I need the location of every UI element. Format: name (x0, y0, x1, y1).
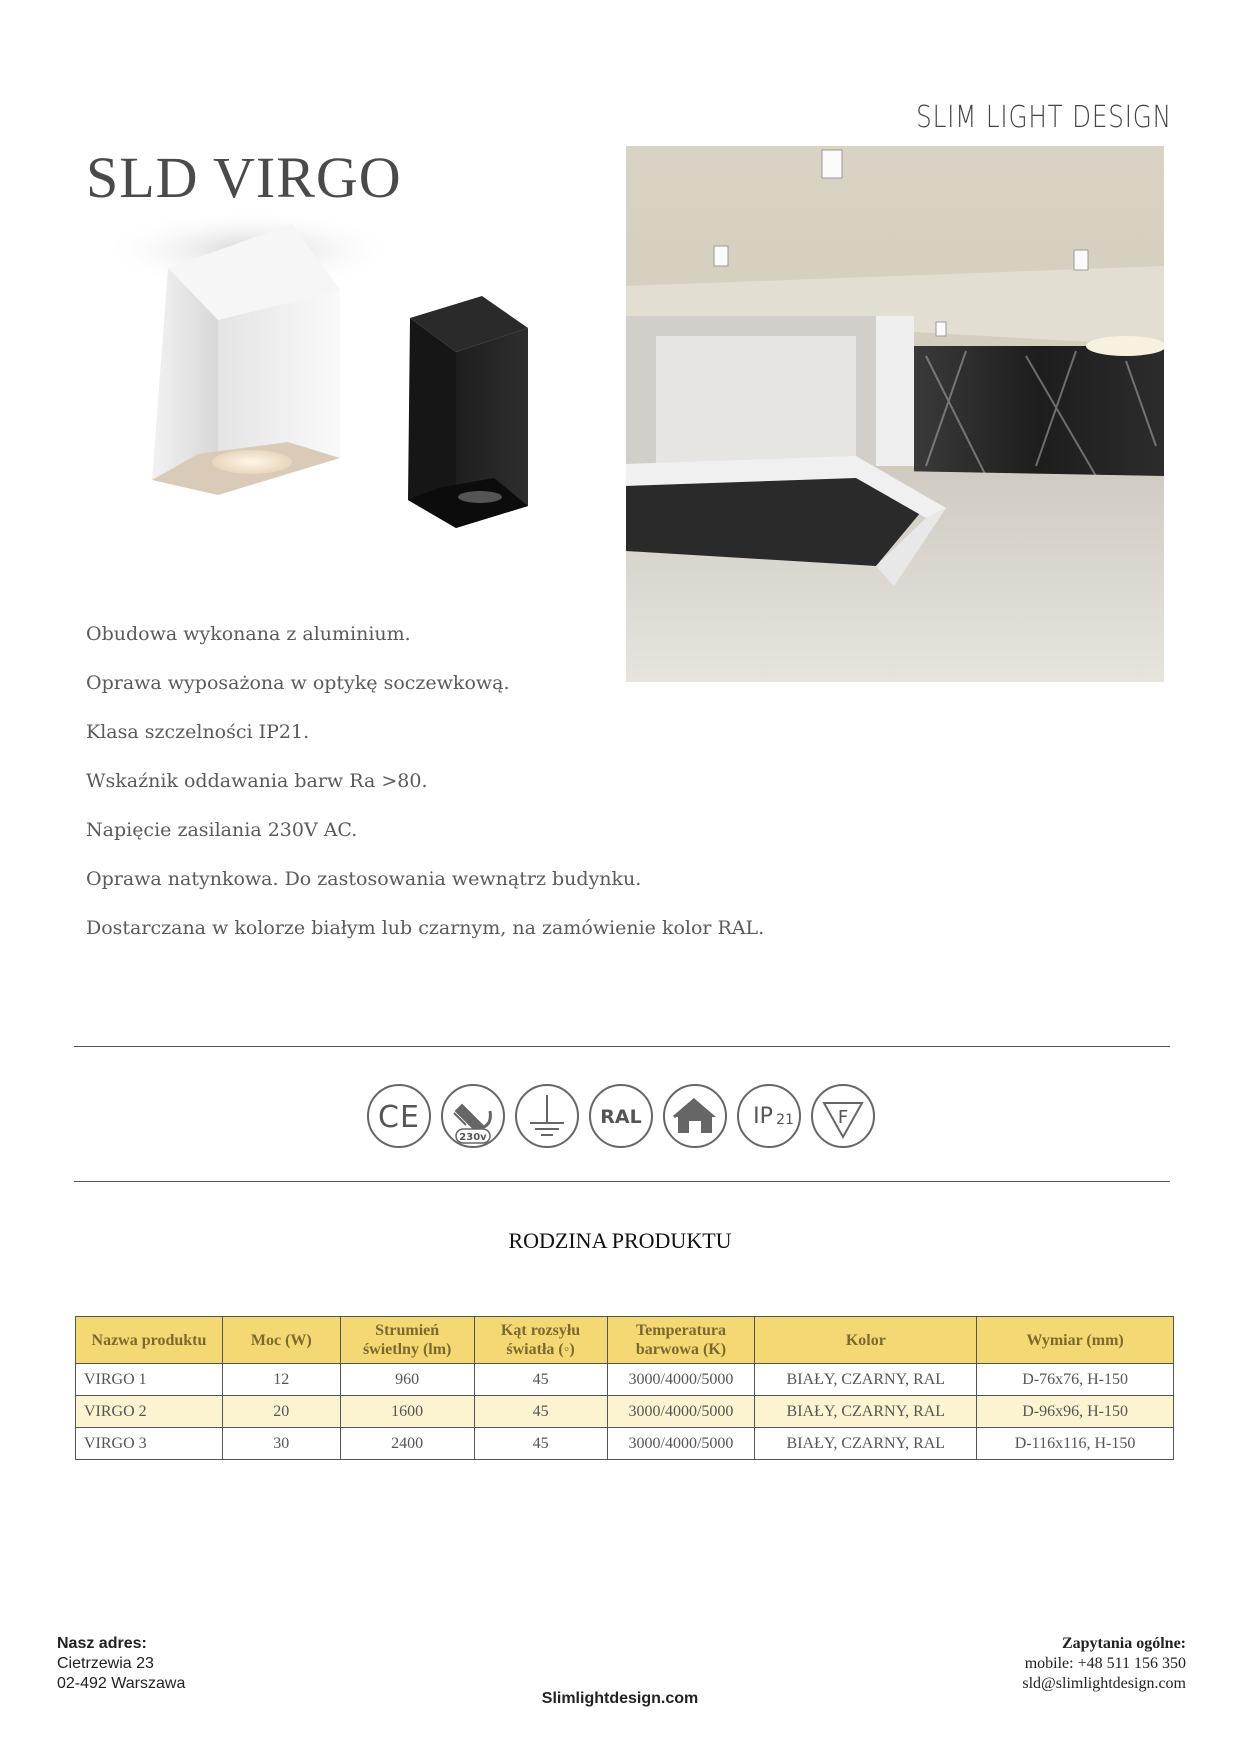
contact-email[interactable]: sld@slimlightdesign.com (1022, 1675, 1186, 1692)
table-cell: VIRGO 2 (76, 1396, 223, 1428)
table-cell: 45 (474, 1428, 607, 1460)
certification-icons (366, 1083, 876, 1149)
column-header: Strumień świetlny (lm) (340, 1317, 474, 1364)
table-row (76, 1428, 1174, 1460)
voltage-label: 230v (459, 1132, 487, 1143)
divider (74, 1181, 1170, 1182)
column-header: Kolor (755, 1317, 977, 1364)
ip-label: IP (753, 1104, 773, 1129)
table-row (76, 1364, 1174, 1396)
feature-item: Wskaźnik oddawania barw Ra >80. (86, 770, 428, 792)
table-cell: 20 (222, 1396, 340, 1428)
column-header: Moc (W) (222, 1317, 340, 1364)
table-cell: D-76x76, H-150 (977, 1364, 1174, 1396)
column-header: Wymiar (mm) (977, 1317, 1174, 1364)
table-cell: D-116x116, H-150 (977, 1428, 1174, 1460)
footer-contact (1022, 1634, 1186, 1694)
ce-label: CE (378, 1100, 420, 1135)
ce-mark-icon (366, 1083, 432, 1149)
column-header: Temperatura barwowa (K) (607, 1317, 755, 1364)
table-cell: BIAŁY, CZARNY, RAL (755, 1396, 977, 1428)
voltage-plug-icon (440, 1083, 506, 1149)
divider (74, 1046, 1170, 1047)
f-mark-icon (810, 1083, 876, 1149)
feature-list (86, 622, 764, 965)
room-photo (626, 146, 1164, 682)
f-label: F (837, 1107, 849, 1128)
footer-address (57, 1634, 185, 1694)
page-title: SLD VIRGO (86, 145, 402, 210)
table-cell: 30 (222, 1428, 340, 1460)
table-cell: D-96x96, H-150 (977, 1396, 1174, 1428)
table-cell: 2400 (340, 1428, 474, 1460)
table-cell: 12 (222, 1364, 340, 1396)
table-cell: 3000/4000/5000 (607, 1364, 755, 1396)
feature-item: Napięcie zasilania 230V AC. (86, 819, 358, 841)
address-street: Cietrzewia 23 (57, 1655, 154, 1672)
product-photo (90, 210, 590, 580)
ral-label: RAL (600, 1106, 642, 1128)
table-cell: BIAŁY, CZARNY, RAL (755, 1428, 977, 1460)
feature-item: Dostarczana w kolorze białym lub czarnym, na zamówienie kolor RAL. (86, 917, 765, 939)
table-row (76, 1396, 1174, 1428)
ral-icon (588, 1083, 654, 1149)
address-city: 02-492 Warszawa (57, 1675, 186, 1692)
feature-item: Klasa szczelności IP21. (86, 721, 310, 743)
table-cell: 3000/4000/5000 (607, 1428, 755, 1460)
table-cell: 1600 (340, 1396, 474, 1428)
contact-label: Zapytania ogólne: (1061, 1635, 1186, 1652)
ground-icon (514, 1083, 580, 1149)
contact-mobile: mobile: +48 511 156 350 (1024, 1655, 1186, 1672)
table-cell: 45 (474, 1364, 607, 1396)
table-cell: 3000/4000/5000 (607, 1396, 755, 1428)
ip-number: 21 (776, 1112, 794, 1128)
indoor-house-icon (662, 1083, 728, 1149)
ip-rating-icon (736, 1083, 802, 1149)
table-cell: 960 (340, 1364, 474, 1396)
feature-item: Oprawa wyposażona w optykę soczewkową. (86, 672, 510, 694)
table-cell: BIAŁY, CZARNY, RAL (755, 1364, 977, 1396)
feature-item: Obudowa wykonana z aluminium. (86, 623, 411, 645)
website-link[interactable]: Slimlightdesign.com (541, 1690, 699, 1707)
section-heading: RODZINA PRODUKTU (508, 1228, 732, 1253)
column-header: Kąt rozsyłu światła (◦) (474, 1317, 607, 1364)
table-header-row (76, 1317, 1174, 1364)
feature-item: Oprawa natynkowa. Do zastosowania wewnątrz budynku. (86, 868, 642, 890)
column-header: Nazwa produktu (76, 1317, 223, 1364)
table-cell: VIRGO 3 (76, 1428, 223, 1460)
product-family-table (75, 1316, 1174, 1460)
table-cell: VIRGO 1 (76, 1364, 223, 1396)
table-cell: 45 (474, 1396, 607, 1428)
brand-logo: SLIM LIGHT DESIGN (916, 100, 1172, 135)
address-label: Nasz adres: (57, 1635, 147, 1652)
